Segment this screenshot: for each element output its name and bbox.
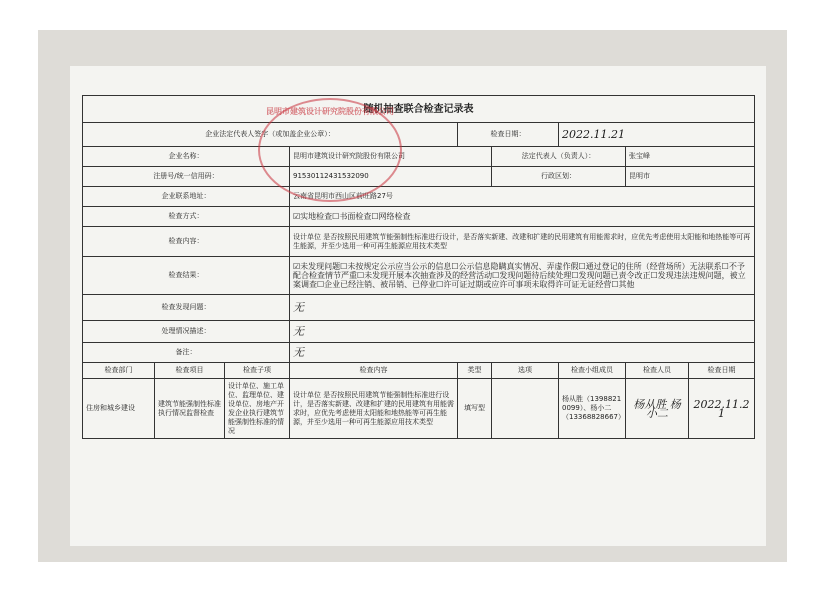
content-label: 检查内容：	[83, 227, 290, 257]
handling-label: 处理情况描述：	[83, 321, 290, 343]
legal-rep-label: 法定代表人（负责人）：	[492, 147, 626, 167]
row-dept: 住房和城乡建设	[83, 379, 155, 439]
problem-value: 无	[290, 295, 755, 321]
region-label: 行政区划：	[492, 167, 626, 187]
region-value: 昆明市	[626, 167, 755, 187]
header-type: 类型	[458, 363, 492, 379]
header-members: 检查小组成员	[559, 363, 626, 379]
date-label: 检查日期：	[458, 123, 559, 147]
row-item: 建筑节能强制性标准执行情况监督检查	[155, 379, 225, 439]
header-item: 检查项目	[155, 363, 225, 379]
remark-label: 备注：	[83, 343, 290, 363]
legal-sign-label: 企业法定代表人签字（或加盖企业公章）：	[83, 123, 458, 147]
row-content: 设计单位 是否按照民用建筑节能强制性标准进行设计，是否落实新建、改建和扩建的民用建筑有用能需求时，应优先考虑使用太阳能和地热能等可再生能源，并至少选用一种可再生能源应用技术类型	[290, 379, 458, 439]
row-option	[492, 379, 559, 439]
row-date: 2022.11.21	[689, 379, 755, 439]
company-name-label: 企业名称：	[83, 147, 290, 167]
legal-rep-value: 张宝峰	[626, 147, 755, 167]
result-label: 检查结果：	[83, 257, 290, 295]
method-value: ☑实地检查☐书面检查☐网络检查	[290, 207, 755, 227]
seal-text: 昆明市建筑设计研究院股份有限公司	[266, 107, 394, 116]
address-value: 云南省昆明市西山区前旺路27号	[290, 187, 755, 207]
header-option: 选项	[492, 363, 559, 379]
reg-code-label: 注册号/统一信用码：	[83, 167, 290, 187]
header-inspectors: 检查人员	[626, 363, 689, 379]
result-value: ☑未发现问题☐未按规定公示应当公示的信息☐公示信息隐瞒真实情况、弄虚作假☐通过登记的住所（经营场所）无法联系☐不予配合检查情节严重☐未发现开展本次抽查涉及的经营活动☐发现问题待后续处理☐发现问题已责令改正☐发现违法违规问题，被立案调查☐企业已经注销、被吊销、已停业☐许可证过期或应许可事项未取得许可证无证经营☐其他	[290, 257, 755, 295]
row-inspectors: 杨从胜 杨小二	[626, 379, 689, 439]
date-value: 2022.11.21	[559, 123, 755, 147]
form-title: 随机抽查联合检查记录表	[83, 96, 755, 123]
reg-code-value: 91530112431532090	[290, 167, 492, 187]
header-content: 检查内容	[290, 363, 458, 379]
remark-value: 无	[290, 343, 755, 363]
method-label: 检查方式：	[83, 207, 290, 227]
row-type: 填写型	[458, 379, 492, 439]
row-subitem: 设计单位、施工单位、监理单位、建设单位、房地产开发企业执行建筑节能强制性标准的情况	[225, 379, 290, 439]
company-name-value: 昆明市建筑设计研究院股份有限公司	[290, 147, 492, 167]
header-dept: 检查部门	[83, 363, 155, 379]
problem-label: 检查发现问题：	[83, 295, 290, 321]
handling-value: 无	[290, 321, 755, 343]
header-subitem: 检查子项	[225, 363, 290, 379]
table-row	[83, 379, 755, 439]
row-members: 杨从胜（13988210099）、杨小二（13368828667）	[559, 379, 626, 439]
header-date: 检查日期	[689, 363, 755, 379]
content-value: 设计单位 是否按照民用建筑节能强制性标准进行设计，是否落实新建、改建和扩建的民用建筑有用能需求时，应优先考虑使用太阳能和地热能等可再生能源，并至少选用一种可再生能源应用技术类型	[290, 227, 755, 257]
inspection-record-table	[82, 95, 755, 439]
address-label: 企业联系地址：	[83, 187, 290, 207]
